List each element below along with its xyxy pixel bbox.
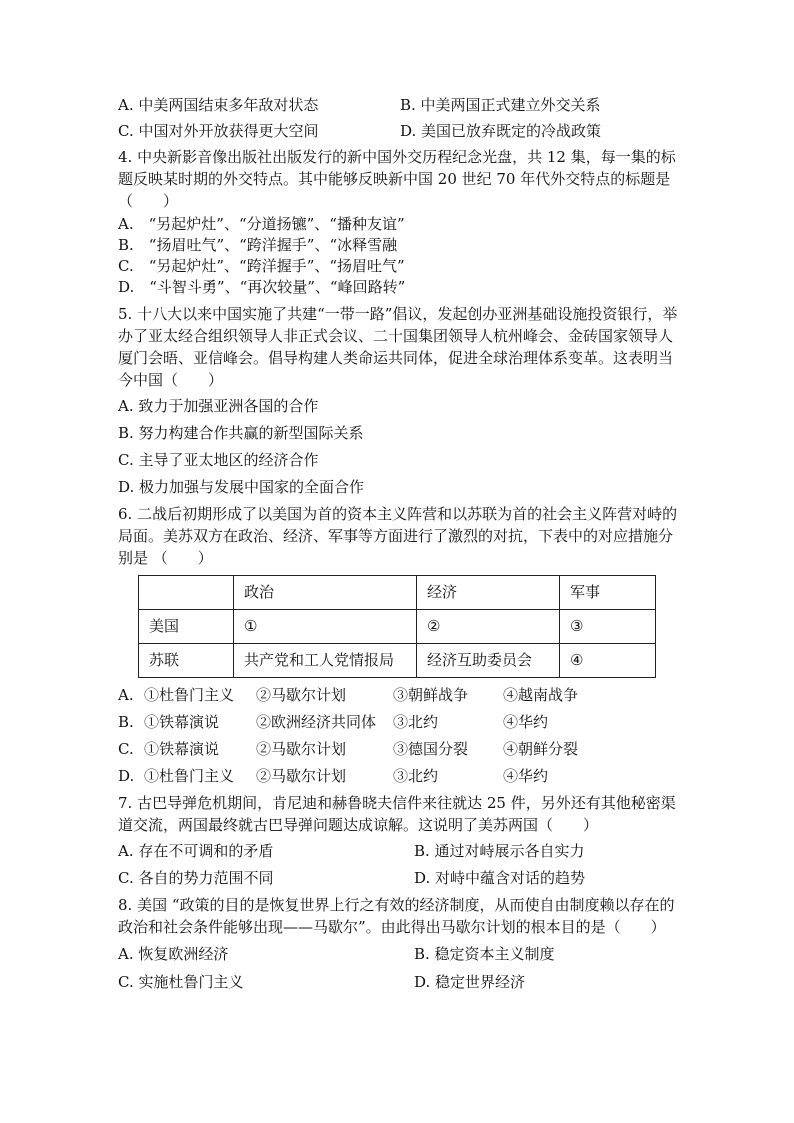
q4-option-c: C. “另起炉灶”、“跨洋握手”、“扬眉吐气” [118,257,405,275]
table-cell: ③ [560,610,656,644]
q6-option-d [118,763,678,790]
q5-option-b: B. 努力构建合作共赢的新型国际关系 [118,424,364,442]
table-cell: 经济 [417,576,560,610]
table-cell: 军事 [560,576,656,610]
q4-option-d: D. “斗智斗勇”、“再次较量”、“峰回路转” [118,278,406,296]
table-cell: ② [417,610,560,644]
option-label: D. [118,767,135,785]
q3-option-row [118,92,678,118]
option-part: ②马歇尔计划 [256,740,347,758]
q8-option-row [118,940,678,968]
q6-table [138,575,656,678]
table-cell: 苏联 [139,644,234,678]
q6-option-c [118,736,678,763]
option-part: ③朝鲜战争 [393,686,469,704]
q8-stem: 8. 美国 “政策的目的是恢复世界上行之有效的经济制度，从而使自由制度赖以存在的政治和社会条件能够出现——马歇尔”。由此得出马歇尔计划的根本目的是（ ） [118,896,675,936]
option-part: ①铁幕演说 [144,713,220,731]
q8-option-row [118,968,678,996]
option-b: B. 通过对峙展示各自实力 [414,842,585,860]
q4-option-a: A. “另起炉灶”、“分道扬镳”、“播种友谊” [118,215,405,233]
option-part: ④华约 [503,767,549,785]
option-label: C. [118,740,134,758]
option-b: B. 稳定资本主义制度 [414,944,555,963]
q5-stem: 5. 十八大以来中国实施了共建“一带一路”倡议，发起创办亚洲基础设施投资银行，举办了亚太经合组织领导人非正式会议、二十国集团领导人杭州峰会、金砖国家领导人厦门会晤、亚信峰会。倡导构建人类命运共同体，促进全球治理体系变革。这表明当今中国（ ） [118,305,678,389]
q5-option-a: A. 致力于加强亚洲各国的合作 [118,397,319,415]
option-part: ②欧洲经济共同体 [256,713,377,731]
option-part: ①铁幕演说 [144,740,220,758]
option-c: C. 实施杜鲁门主义 [118,972,244,991]
table-row [139,610,656,644]
option-part: ④朝鲜分裂 [503,740,579,758]
option-a: A. 中美两国结束多年敌对状态 [118,95,319,114]
option-b: B. 中美两国正式建立外交关系 [400,95,601,114]
table-cell: 共产党和工人党情报局 [234,644,417,678]
table-cell [139,576,234,610]
option-part: ④华约 [503,713,549,731]
q7-stem: 7. 古巴导弹危机期间，肯尼迪和赫鲁晓夫信件来往就达 25 件，另外还有其他秘密渠道交流，两国最终就古巴导弹问题达成谅解。这说明了美苏两国（ ） [118,794,676,834]
q6-stem: 6. 二战后初期形成了以美国为首的资本主义阵营和以苏联为首的社会主义阵营对峙的局面。美苏双方在政治、经济、军事等方面进行了激烈的对抗，下表中的对应措施分别是 （ ） [118,505,678,567]
question-page [118,92,678,996]
option-part: ③德国分裂 [393,740,469,758]
option-part: ③北约 [393,713,439,731]
option-d: D. 对峙中蕴含对话的趋势 [414,869,586,887]
option-c: C. 中国对外开放获得更大空间 [118,121,319,140]
q4-option-b: B. “扬眉吐气”、“跨洋握手”、“冰释雪融 [118,236,398,254]
option-a: A. 存在不可调和的矛盾 [118,842,274,860]
q6-option-a [118,682,678,709]
option-part: ①杜鲁门主义 [144,686,235,704]
table-row [139,644,656,678]
option-part: ④越南战争 [503,686,579,704]
table-cell: 政治 [234,576,417,610]
option-part: ②马歇尔计划 [256,686,347,704]
table-cell: 美国 [139,610,234,644]
q3-option-row [118,118,678,144]
option-c: C. 各自的势力范围不同 [118,869,274,887]
option-a: A. 恢复欧洲经济 [118,944,229,963]
option-d: D. 美国已放弃既定的冷战政策 [400,121,602,140]
q5-option-d: D. 极力加强与发展中国家的全面合作 [118,478,365,496]
q7-option-row [118,838,678,865]
q5-option-c: C. 主导了亚太地区的经济合作 [118,451,319,469]
q4-stem: 4. 中央新影音像出版社出版发行的新中国外交历程纪念光盘，共 12 集，每一集的标题反映某时期的外交特点。其中能够反映新中国 20 世纪 70 年代外交特点的标题是（ ） [118,148,676,210]
option-part: ③北约 [393,767,439,785]
table-header-row [139,576,656,610]
option-part: ①杜鲁门主义 [144,767,235,785]
table-cell: ④ [560,644,656,678]
q6-option-b [118,709,678,736]
table-cell: 经济互助委员会 [417,644,560,678]
option-label: A. [118,686,134,704]
option-part: ②马歇尔计划 [256,767,347,785]
table-cell: ① [234,610,417,644]
q7-option-row [118,865,678,892]
option-label: B. [118,713,134,731]
option-d: D. 稳定世界经济 [414,972,526,991]
